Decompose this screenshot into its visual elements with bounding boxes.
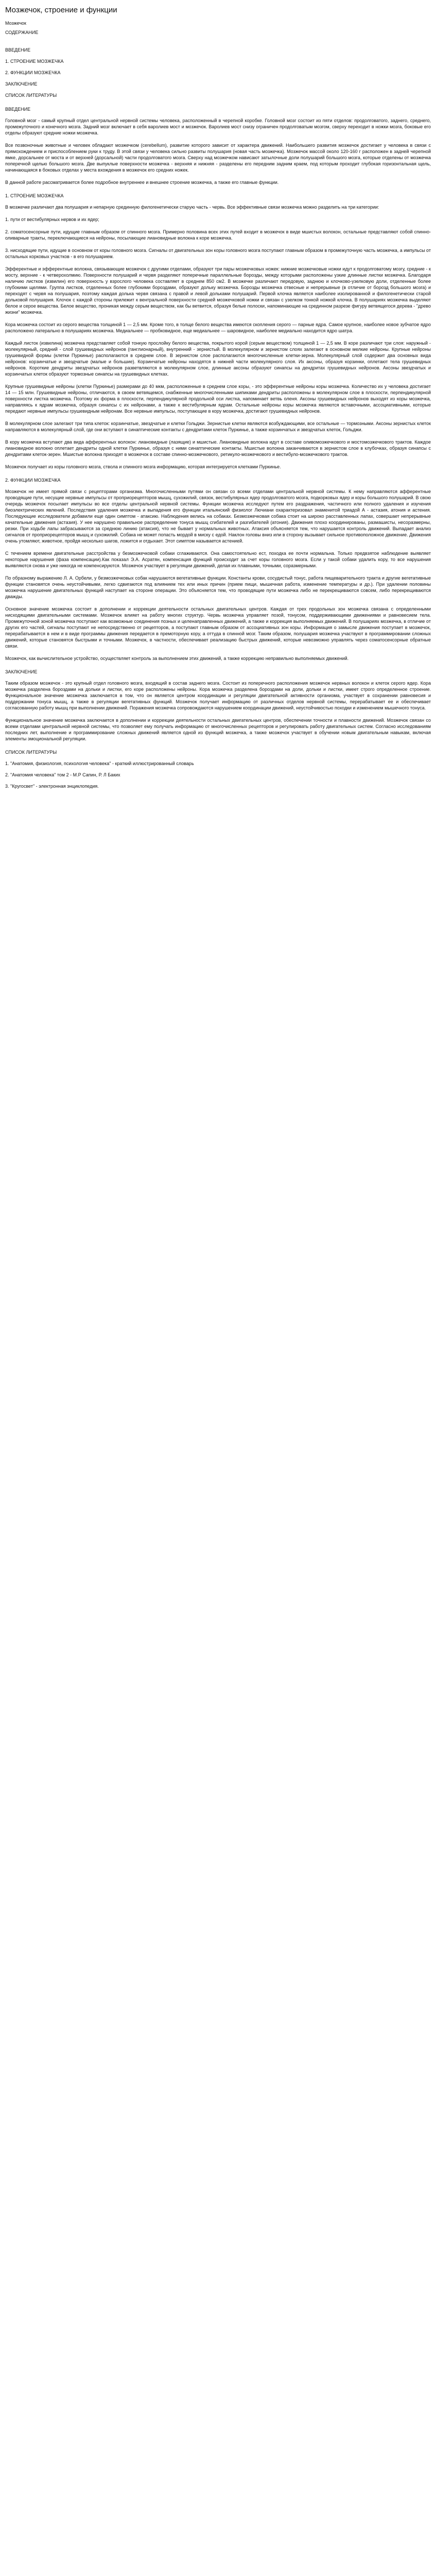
paragraph: 2. соматосенсорные пути, идущие главным образом от спинного мозга. Примерно половина всех этих путей входит в мозжечок в виде мшистых волокон, остальные представляют собой спинно-оливарные тракты, переключающиеся на нейроны, посылающие лиановидные волокна к коре мозжечка. <box>5 229 431 241</box>
toc-item[interactable]: 1. СТРОЕНИЕ МОЗЖЕЧКА <box>5 59 64 64</box>
section-heading: ЗАКЛЮЧЕНИЕ <box>5 669 38 674</box>
paragraph: Эфферентные и эфферентные волокна, связывающие мозжечок с другими отделами, образуют три пары мозжечковых ножек: нижние мозжечковые ножки идут к продолговатому мозгу, средние - к мосту, верхние - к четверохолмию. Поверхности полушарий и червя разделяют поперечные параллельные борозды, между которыми расположены узкие длинные листки мозжечка. Благодаря наличию листков (извилин) его поверхность у взрослого человека составляет в среднем 850 см2. В мозжечке различают передовую, заднюю и клочково-узелковую доли, отделенные более глубокими щелями. Группа листков, отделенных более глубокими бороздами, образуют дольку мозжечка. Борозды мозжечка отвесные и непрерывные (в отличие от борозд большого мозга) и переходят с червя на полушария, поэтому каждая долька червя связана с правой и левой дольками полушарий. Первой клочка является наиболее изолированной и филогенетически старой дольковой полушария. Клочок с каждой стороны прилежит к вентральной поверхности средней мозжечковой ножки и связан с узелком тонкой ножкой клочка. В полушариях мозжечка выделяют белое и серое вещества. Белое вещество, проникая между серым веществом, как бы ветвится, образуя белые полоски, напоминающие на срединном разрезе фигуру ветвящегося дерева - "древо жизни" мозжечка. <box>5 266 431 315</box>
table-of-contents <box>5 46 431 99</box>
paragraph: С течением времени двигательные расстройства у безмозжечковой собаки сглаживаются. Она самостоятельно ест, походка ее почти нормальна. Только предвзятое наблюдение выявляет некоторые нарушения (фаза компенсации).Как показал Э.А. Асратян, компенсация функций происходит за счет коры головного мозга. Если у такой собаки удалить кору, то все нарушения выявляются снова и уже никогда не компенсируются. Мозжечок участвует в регуляции движений, делая их плавными, точными, соразмерными. <box>5 551 431 568</box>
document-page <box>0 0 436 805</box>
reference-item: 3. "Кругосвет" - электронная энциклопедия. <box>5 784 99 789</box>
section-heading: СПИСОК ЛИТЕРАТУРЫ <box>5 750 57 755</box>
paragraph: В кору мозжечка вступают два вида афферентных волокон: лиановидные (лазящие) и мшистые. Лиановидные волокна идут в составе оливомозжечкового и мостомозжечкового трактов. Каждое лиановидное волокно оплетает дендриты одной клетки Пуркинье, образуя с ними синаптические контакты. Мшистые волокна заканчиваются в зернистом слое в клубочках, образуя синапсы с дендритами клеток-зерен. Мшистые волокна приходят в мозжечок в составе спинно-мозжечкового, ретикуло-мозжечкового и вестибуло-мозжечкового трактов. <box>5 439 431 457</box>
paragraph: Мозжечок получает из коры головного мозга, ствола и спинного мозга информацию, которая интегрируется клетками Пуркинье. <box>5 464 281 469</box>
toc-heading: СОДЕРЖАНИЕ <box>5 30 39 35</box>
reference-item: 1. "Анатомия, физиология, психология человека" - краткий иллюстрированный словарь <box>5 761 194 766</box>
paragraph: 3. нисходящие пути, идущие в основном от коры головного мозга. Сигналы от двигательных зон коры головного мозга поступают главным образом в промежуточную часть мозжечка, а импульсы от остальных корковых участков - в его полушарием. <box>5 248 431 259</box>
paragraph: 1. пути от вестибулярных нервов и их ядер; <box>5 217 99 222</box>
toc-item[interactable]: ЗАКЛЮЧЕНИЕ <box>5 81 38 87</box>
page-title: Мозжечок, строение и функции <box>5 6 117 14</box>
paragraph: Функциональное значение мозжечка заключается в дополнении и коррекции деятельности остальных двигательных центров, обеспечении точности и плавности движений. Мозжечок связан со всеми отделами центральной нервной системы, что позволяет ему получать информацию от многочисленных рецепторов и регулировать работу двигательных систем. Согласно исследованиям последних лет, выполнение и программирование сложных движений является одной из функций мозжечка, а также мозжечок участвует в обучении новым двигательным навыкам, включая элементы эмоциональной регуляции. <box>5 718 431 741</box>
toc-item[interactable]: ВВЕДЕНИЕ <box>5 47 31 53</box>
paragraph: В данной работе рассматривается более подробное внутреннее и внешнее строение мозжечка, а также его главные функции. <box>5 180 279 185</box>
paragraph: Основное значение мозжечка состоит в дополнении и коррекции деятельности остальных двигательных центров. Каждая от трех продольных зон мозжечка связана с определенными нисходящими двигательными системами. Мозжечок влияет на работу многих структур. Червь мозжечка управляет позой, тонусом, поддерживающими движениями и равновесием тела. Промежуточной зоной мозжечка поступают как возможные соединения позных и целенаправленных движений, а также и коррекция выполняемых движений. В полушариях мозжечка, в отличие от других его частей, сигналы поступают не непосредственно от рецепторов, а поступают главным образом от ассоциативных зон коры. Информация о замысле движения поступает в мозжечок, перерабатывается в нем и в виде программы движения передается в премоторную кору, а оттуда в спинной мозг. Таким образом, полушария мозжечка участвуют в программировании сложных движений, которые становятся быстрыми и точными. Мозжечок, в частности, обеспечивает реализацию быстрых движений, которые невозможно управлять через соматосенсорные обратные связи. <box>5 606 431 649</box>
paragraph: Кора мозжечка состоит из серого вещества толщиной 1 — 2,5 мм. Кроме того, в толще белого вещества имеются скопления серого — парные ядра. Самое крупное, наиболее новое зубчатое ядро расположено латерально в полушариях мозжечка. Медиальнее — пробковидное, еще медиальнее — шаровидное, наиболее медиально находится ядро шатра. <box>5 322 431 333</box>
section-references <box>5 749 431 789</box>
subtitle: Мозжечок <box>5 21 26 26</box>
paragraph: Головной мозг - самый крупный отдел центральной нервной системы человека, расположенный в черепной коробке. Головной мозг состоит из пяти отделов: продолговатого, заднего, среднего, промежуточного и конечного мозга. Задний мозг включает в себя варолиев мост и мозжечок. Варолиев мост снизу ограничен продолговатым мозгом, сверху переходит в ножки мозга, боковые его отделы образуют средние ножки мозжечка. <box>5 118 431 135</box>
paragraph: Крупные грушевидные нейроны (клетки Пуркинье) размерами до 40 мкм, расположенные в среднем слое коры, - это эфферентные нейроны коры мозжечка. Количество их у человека достигает 14 — 15 млн. Грушевидные нейроны, отличаются, в своем ветвящемся, снабженные многочисленными шипиками дендриты расположены в молекулярном слое в плоскости, перпендикулярной поверхности листка мозжечка. Поэтому их форма в плоскости, перпендикулярной продольной оси листка, напоминает ветвь оленя. Аксоны грушевидных нейронов выходят из коры мозжечка, направляясь к ядрам мозжечка, образуя синапсы с их нейронами, а также к вестибулярным ядрам. Остальные нейроны коры мозжечка являются вставочными, ассоциативными, которые передают нервные импульсы грушевидным нейронам. Все нервные импульсы, поступающие в кору мозжечка, достигают грушевидных нейронов. <box>5 384 431 414</box>
toc-item[interactable]: 2. ФУНКЦИИ МОЗЖЕЧКА <box>5 70 61 75</box>
paragraph: Все позвоночные животные и человек обладают мозжечком (cerebellum), развитие которого зависит от характера движений. Наибольшего развития мозжечок достигает у человека в связи с прямохождением и приспособлением руки к труду. В этой связи у человека сильно развиты полушария (новая часть мозжечка). Мозжечок массой около 120-160 г расположен в задней черепной ямке, дорсальнее от моста и от верхней (дорсальной) части продолговатого мозга. Сверху над мозжечком нависают затылочные доли полушарий большого мозга, которые отделены от мозжечка поперечной щелью большого мозга. Две выпуклые поверхности мозжечка - верхняя и нижняя - разделены его передним задним краем, под которым проходит глубокая горизонтальная щель, начинающаяся в боковых отделах у места вхождения в мозжечок его средних ножек. <box>5 143 431 173</box>
paragraph: Таким образом мозжечок - это крупный отдел головного мозга, входящий в состав заднего мозга. Состоит из поперечного расположения мозжечок нервных волокон и клеток серого ядер. Кора мозжечка разделена бороздами на дольки и листки, его коре расположены нейроны. Кора мозжечка разделена бороздами на доли, дольки и листки, имеет строго определенное строение. Функциональное значение мозжечка заключается в том, что он является центром координации и регуляции двигательной активности организма, участвует в сохранении равновесия и поддержании тонуса мышц, а также в регуляции вегетативных функций. Мозжечок получает информацию от различных отделов нервной системы, перерабатывает ее и обеспечивает согласованную работу мышц при выполнении движений. Поражения мозжечка сопровождаются нарушением координации движений, неустойчивостью походки и изменением мышечного тонуса. <box>5 681 431 710</box>
section-heading: ВВЕДЕНИЕ <box>5 107 31 112</box>
section-functions <box>5 477 431 662</box>
paragraph: Мозжечок не имеет прямой связи с рецепторами организма. Многочисленными путями он связан со всеми отделами центральной нервной системы. К нему направляются афферентные проводящие пути, несущие нервные импульсы от проприорецепторов мышц, сухожилий, связок, вестибулярных ядер продолговатого мозга, подкорковых ядер и коры большого полушарий. В свою очередь мозжечок посылает импульсы во все отделы центральной нервной системы. Функции мозжечка исследуют путем его раздражения, частичного или полного удаления и изучения биоэлектрических явлений. Последствия удаления мозжечка и выпадения его функции итальянский физиолог Лючиани охарактеризовал знаменитой триадой А - астазия, атония и астения. Последующие исследователи добавили еще один симптом - атаксию. Наблюдения велись на собаках. Безмозжечковая собака стоит на широко расставленных лапах, совершает непрерывные качательные движения (астазия). У нее нарушено правильное распределение тонуса мышц сгибателей и разгибателей (атония). Движения плохо координированы, размашисты, несоразмерны, резки. При ходьбе лапы забрасываются за среднюю линию (атаксия), что не бывает у нормальных животных. Атаксия объясняется тем, что нарушается контроль движений. Выпадает анализ сигналов от проприорецепторов мышц и сухожилий. Собака не может попасть мордой в миску с едой. Наклон головы вниз или в сторону вызывает сильное противоположное движение. Движения очень утомляют, животное, пройдя несколько шагов, ложится и отдыхает. Этот симптом называется астенией. <box>5 489 431 544</box>
divider <box>5 38 431 46</box>
paragraph: В мозжечке различают два полушария и непарную срединную филогенетически старую часть - червь. Все эффективные связи мозжечка можно разделить на три категории: <box>5 205 379 210</box>
paragraph: Каждый листок (извилина) мозжечка представляет собой тонкую прослойку белого вещества, покрытого корой (серым веществом) толщиной 1 — 2,5 мм. В коре различают три слоя: наружный - молекулярный, средний - слой грушевидных нейронов (ганглионарный), внутренний - зернистый. В молекулярном и зернистом слоях залегают в основном мелкие нейроны. Крупные нейроны грушевидной формы (клетки Пуркинье) располагаются в среднем слое. В зернистом слое располагаются многочисленные клетки-зерна. Молекулярный слой содержит два основных вида нейронов: корзинчатые и звездчатые (малые и большие). Корзинчатые нейроны находятся в нижней части молекулярного слоя. Их аксоны, образуя корзинки, оплетают тела грушевидных нейронов. Короткие дендриты звездчатых нейронов разветвляются в молекулярном слое, длинные аксоны образуют синапсы на дендритах грушевидных нейронов. Аксоны звездчатых и корзинчатых клеток образуют тормозные синапсы на грушевидных клетках. <box>5 341 431 377</box>
section-heading: 2. ФУНКЦИИ МОЗЖЕЧКА <box>5 478 61 483</box>
toc-item[interactable]: СПИСОК ЛИТЕРАТУРЫ <box>5 93 57 98</box>
paragraph: Мозжечок, как вычислительное устройство, осуществляет контроль за выполнением этих движений, а также коррекцию неправильно выполняемых движений. <box>5 656 349 661</box>
section-conclusion <box>5 669 431 742</box>
section-structure <box>5 193 431 470</box>
section-introduction <box>5 106 431 185</box>
paragraph: По образному выражению Л. А. Орбели, у безмозжечковых собак нарушаются вегетативные функции. Константы крови, сосудистый тонус, работа пищеварительного тракта и другие вегетативные функции становятся очень неустойчивыми, легко сдвигаются под влиянием тех или иных причин (прием пищи, мышечная работа, изменение температуры и др.). При удалении половины мозжечка нарушение двигательных функций наступает на стороне операции. Это объясняется тем, что проводящие пути мозжечка либо не перекрещиваются совсем, либо перекрещиваются дважды. <box>5 575 431 599</box>
reference-item: 2. "Анатомия человека" том 2 - М.Р Сапин, Р. Л Баких <box>5 772 120 777</box>
section-heading: 1. СТРОЕНИЕ МОЗЖЕЧКА <box>5 193 64 198</box>
paragraph: В молекулярном слое залегают три типа клеток: корзинчатые, звездчатые и клетки Гольджи. Зернистые клетки являются возбуждающими, все остальные — тормозными. Аксоны зернистых клеток направляются в молекулярный слой, где они вступают в синаптические контакты с дендритами клеток Пуркинье, а также корзинчатых и звездчатых клеток, Гольджи. <box>5 421 431 432</box>
